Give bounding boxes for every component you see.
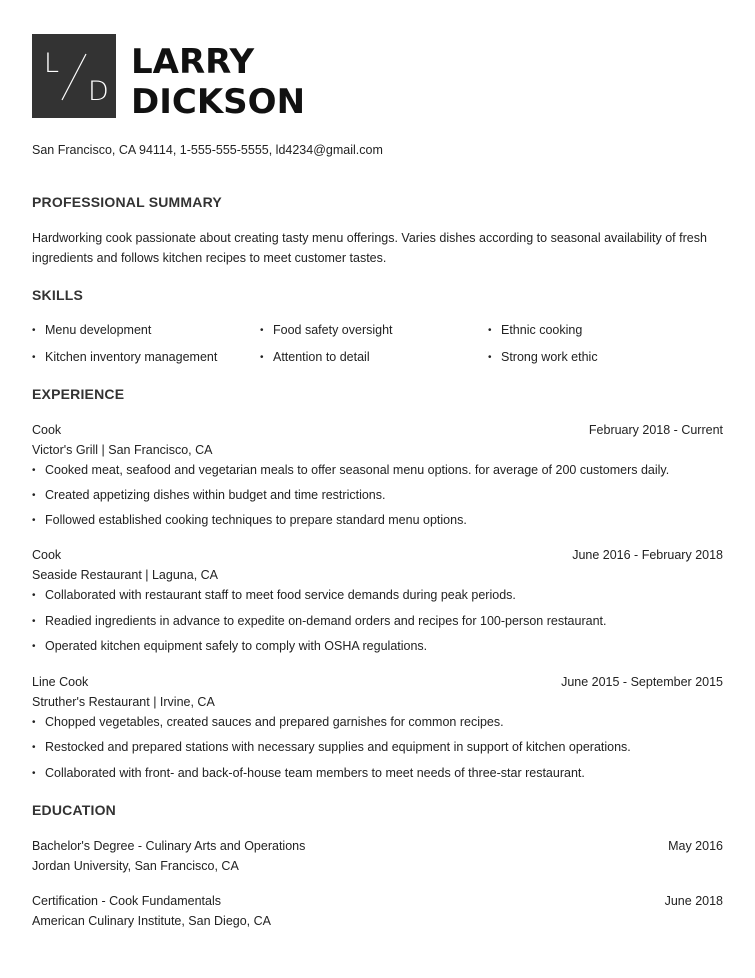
section-title-education: EDUCATION [32,802,116,818]
skill-item: • Menu development [45,323,151,337]
skill-item: • Ethnic cooking [501,323,582,337]
job-dates: June 2015 - September 2015 [561,675,723,689]
summary-text [32,228,722,268]
skill-item: • Kitchen inventory management [45,350,217,364]
job-header [32,423,723,439]
skill-item: • Food safety oversight [273,323,393,337]
section-title-skills: SKILLS [32,287,83,303]
education-degree: Certification - Cook Fundamentals [32,894,221,908]
job-role: Cook [32,423,62,437]
job-role: Line Cook [32,675,89,689]
job-header [32,675,723,691]
summary-line-2: ingredients and follows kitchen recipes to meet customer tastes. [32,251,387,265]
contact-info: San Francisco, CA 94114, 1-555-555-5555, ld4234@gmail.com [32,143,383,157]
monogram-logo [32,34,116,118]
job-bullet: • Restocked and prepared stations with necessary supplies and equipment in support of kitchen operations. [45,740,631,754]
job-employer: Seaside Restaurant | Laguna, CA [32,568,219,582]
job-dates: June 2016 - February 2018 [572,548,723,562]
education-date: May 2016 [668,839,723,853]
job-employer: Struther's Restaurant | Irvine, CA [32,695,215,709]
education-school: American Culinary Institute, San Diego, CA [32,914,271,928]
education-school: Jordan University, San Francisco, CA [32,859,239,873]
job-bullet: • Chopped vegetables, created sauces and prepared garnishes for common recipes. [45,715,504,729]
education-header [32,894,723,910]
skill-item: • Attention to detail [273,350,370,364]
job-bullet: • Followed established cooking techniques to prepare standard menu options. [45,513,467,527]
skill-item: • Strong work ethic [501,350,598,364]
education-date: June 2018 [664,894,723,908]
monogram-first-initial: L [44,48,60,79]
section-title-summary: PROFESSIONAL SUMMARY [32,194,222,210]
job-dates: February 2018 - Current [588,423,723,437]
job-bullet: • Collaborated with front- and back-of-house team members to meet needs of three-star restaurant. [45,766,585,780]
job-bullet: • Operated kitchen equipment safely to comply with OSHA regulations. [45,639,427,653]
job-employer: Victor's Grill | San Francisco, CA [32,443,213,457]
education-degree: Bachelor's Degree - Culinary Arts and Operations [32,839,306,853]
monogram-last-initial: D [88,76,109,107]
first-name: LARRY [131,42,255,82]
job-bullet: • Cooked meat, seafood and vegetarian meals to offer seasonal menu options. for average of 200 customers daily. [45,463,669,477]
job-header [32,548,723,564]
section-title-experience: EXPERIENCE [32,386,125,402]
job-bullet: • Created appetizing dishes within budget and time restrictions. [45,488,385,502]
job-role: Cook [32,548,62,562]
education-header [32,839,723,855]
job-bullet: • Readied ingredients in advance to expedite on-demand orders and recipes for 100-person restaurant. [45,614,606,628]
candidate-name [131,42,305,122]
last-name: DICKSON [131,82,306,122]
job-bullet: • Collaborated with restaurant staff to meet food service demands during peak periods. [45,588,516,602]
summary-line-1: Hardworking cook passionate about creating tasty menu offerings. Varies dishes according to seasonal availability of fresh [32,231,707,245]
